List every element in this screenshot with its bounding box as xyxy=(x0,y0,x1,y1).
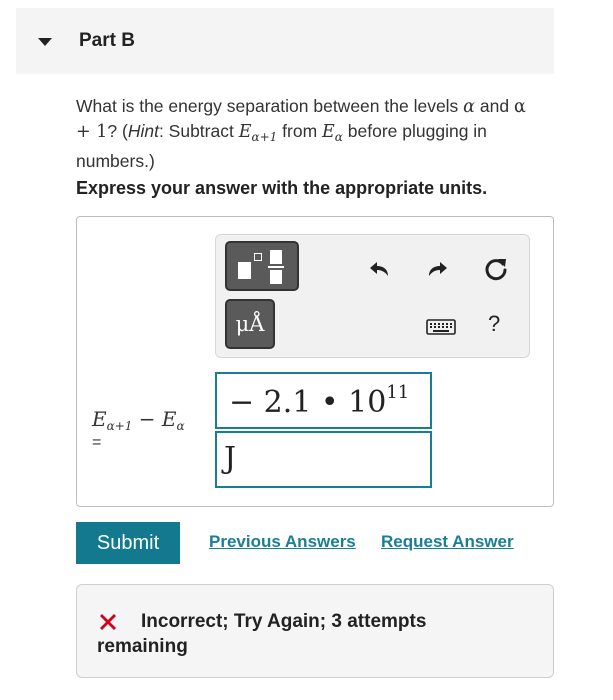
answer-units-input[interactable]: J xyxy=(215,431,432,488)
part-title: Part B xyxy=(79,30,135,51)
keyboard-icon[interactable] xyxy=(426,319,456,335)
help-button[interactable]: ? xyxy=(488,311,501,336)
templates-button[interactable] xyxy=(225,241,299,291)
feedback-box xyxy=(76,584,554,678)
reset-icon[interactable] xyxy=(482,255,510,283)
request-answer-link[interactable]: Request Answer xyxy=(381,532,514,551)
expression-label: $E_{\alpha+1} - E_\alpha$ xyxy=(92,407,185,433)
expression-equals: = xyxy=(92,434,102,451)
question-text: What is the energy separation between the levels α and α + 1? (Hint: Subtract $E_{\alpha+1}$ from $E_\alpha$ before plugging in numbers.) xyxy=(76,96,526,171)
units-button[interactable]: μÅ xyxy=(225,299,275,349)
collapse-caret-icon[interactable] xyxy=(38,38,52,46)
feedback-message: Incorrect; Try Again; 3 attempts remaining xyxy=(97,611,427,657)
answer-instruction: Express your answer with the appropriate units. xyxy=(76,178,488,198)
math-toolbar xyxy=(215,234,530,358)
submit-button[interactable]: Submit xyxy=(76,522,180,564)
templates-icon xyxy=(238,262,251,279)
answer-box xyxy=(76,216,554,507)
answer-value-input[interactable]: − 2.1 • $10^{11}$ xyxy=(215,372,432,429)
redo-icon[interactable] xyxy=(425,257,449,281)
part-header[interactable] xyxy=(16,8,554,74)
alpha-plus-one: α + 1 xyxy=(76,97,526,142)
previous-answers-link[interactable]: Previous Answers xyxy=(209,532,356,551)
undo-icon[interactable] xyxy=(368,257,392,281)
